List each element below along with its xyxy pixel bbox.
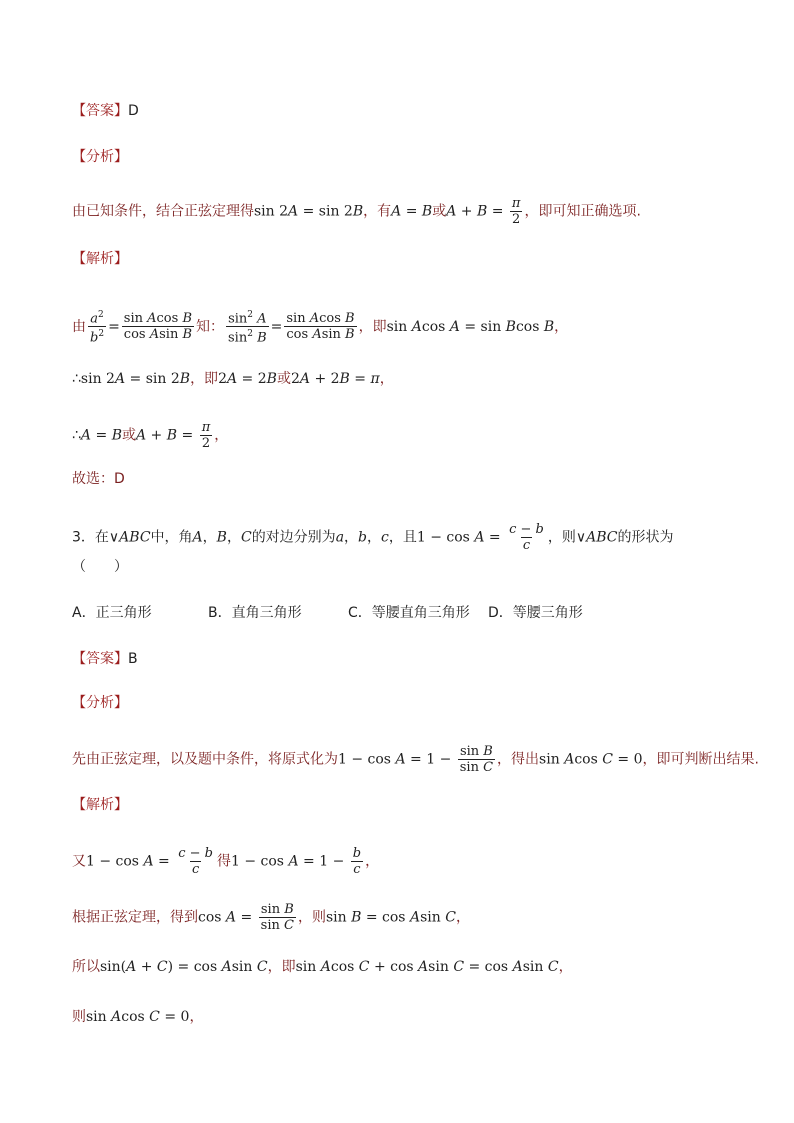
analysis-text-1: 由已知条件，结合正弦定理得sin 2A = sin 2B，有A = B或A + B = $\frac{\pi}{2}$ ，即可知正确选项. bbox=[72, 196, 641, 227]
fraction-pi-2: $\frac{\pi}{2}$ bbox=[511, 196, 521, 227]
solution-2-line-2: 根据正弦定理，得到cos A = $\frac{\text{sin B}}{\text{sin C}}$ ，则sin B = cos Asin C， bbox=[72, 902, 470, 933]
solution-line-1: 由 $\frac{a^2}{b^2}$ = $\frac{\text{sin Acos B}}{\text{cos Asin B}}$ 知： $\frac{\sin^2 A}{\sin^2 B}$ = $\frac{\text{sin Acos B}}{\text{cos Asin B}}$ ，即sin Acos A = sin Bcos B， bbox=[72, 310, 569, 346]
choose-line-1: 故选：D bbox=[72, 471, 125, 487]
solution-heading-1: 【解析】 bbox=[72, 251, 128, 267]
analysis-heading-2: 【分析】 bbox=[72, 695, 128, 711]
answer-line-1 bbox=[72, 102, 139, 120]
answer-value: D bbox=[128, 103, 139, 119]
solution-2-line-4: 则sin Acos C = 0， bbox=[72, 1009, 204, 1025]
analysis-heading-1: 【分析】 bbox=[72, 149, 128, 165]
option-b: B．直角三角形 bbox=[208, 605, 302, 621]
solution-line-3: ∴A = B或A + B = $\frac{\pi}{2}$ ， bbox=[72, 420, 229, 451]
solution-2-line-3: 所以sin(A + C) = cos Asin C，即sin Acos C + cos Asin C = cos Asin C， bbox=[72, 959, 573, 975]
question-3-paren: （ ） bbox=[72, 559, 128, 575]
question-3-stem: 3．在∨ABC中，角A，B，C的对边分别为a，b，c，且1 − cos A = $\frac{c - b}{c}$ ，则∨ABC的形状为 bbox=[72, 522, 674, 553]
option-d: D．等腰三角形 bbox=[488, 605, 583, 621]
option-c: C．等腰直角三角形 bbox=[348, 605, 470, 621]
solution-line-2: ∴sin 2A = sin 2B，即2A = 2B或2A + 2B = π， bbox=[72, 371, 394, 387]
answer-label: 【答案】 bbox=[72, 103, 128, 119]
solution-heading-2: 【解析】 bbox=[72, 797, 128, 813]
option-a: A．正三角形 bbox=[72, 605, 152, 621]
answer-line-2: 【答案】B bbox=[72, 651, 138, 667]
solution-2-line-1: 又1 − cos A = $\frac{c - b}{c}$ 得1 − cos A = 1 − $\frac{b}{c}$ ， bbox=[72, 846, 380, 877]
analysis-text-2: 先由正弦定理，以及题中条件，将原式化为1 − cos A = 1 − $\frac{\text{sin B}}{\text{sin C}}$ ，得出sin Acos C = 0，即可判断出结果. bbox=[72, 744, 759, 775]
